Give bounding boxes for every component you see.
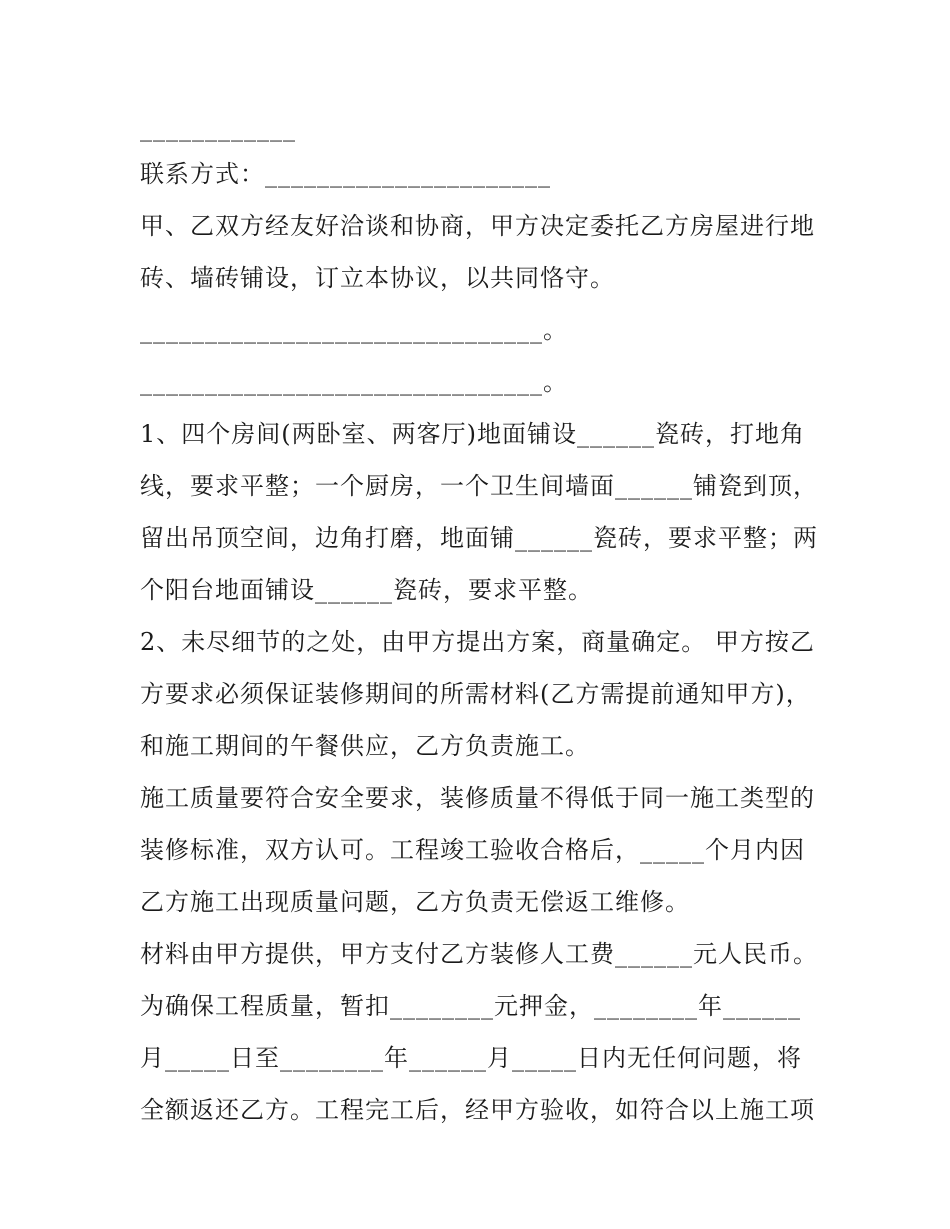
text-line: ____________ bbox=[140, 114, 296, 142]
document-page bbox=[140, 108, 830, 1136]
text-line: 2、未尽细节的之处，由甲方提出方案，商量确定。 甲方按乙 bbox=[140, 628, 815, 656]
text-line: 方要求必须保证装修期间的所需材料(乙方需提前通知甲方)， bbox=[140, 680, 811, 708]
text-line: _______________________________。 bbox=[140, 316, 568, 344]
text-line: 砖、墙砖铺设，订立本协议，以共同恪守。 bbox=[140, 264, 615, 292]
text-line: 月_____日至________年______月_____日内无任何问题，将 bbox=[140, 1044, 802, 1072]
text-line: 联系方式：______________________ bbox=[140, 160, 551, 188]
text-line: 甲、乙双方经友好洽谈和协商，甲方决定委托乙方房屋进行地 bbox=[140, 212, 815, 240]
text-line: 个阳台地面铺设______瓷砖，要求平整。 bbox=[140, 576, 593, 604]
text-line: 1、四个房间(两卧室、两客厅)地面铺设______瓷砖，打地角 bbox=[140, 420, 805, 448]
text-line: 装修标准，双方认可。工程竣工验收合格后，_____个月内因 bbox=[140, 836, 805, 864]
text-line: _______________________________。 bbox=[140, 368, 568, 396]
text-line: 留出吊顶空间，边角打磨，地面铺______瓷砖，要求平整；两 bbox=[140, 524, 818, 552]
text-line: 线，要求平整；一个厨房，一个卫生间墙面______铺瓷到顶， bbox=[140, 472, 818, 500]
text-line: 为确保工程质量，暂扣________元押金，________年______ bbox=[140, 992, 801, 1020]
text-line: 材料由甲方提供，甲方支付乙方装修人工费______元人民币。 bbox=[140, 940, 818, 968]
text-line: 施工质量要符合安全要求，装修质量不得低于同一施工类型的 bbox=[140, 784, 815, 812]
text-line: 和施工期间的午餐供应，乙方负责施工。 bbox=[140, 732, 590, 760]
text-line: 全额返还乙方。工程完工后，经甲方验收，如符合以上施工项 bbox=[140, 1096, 815, 1124]
text-line: 乙方施工出现质量问题，乙方负责无偿返工维修。 bbox=[140, 888, 690, 916]
